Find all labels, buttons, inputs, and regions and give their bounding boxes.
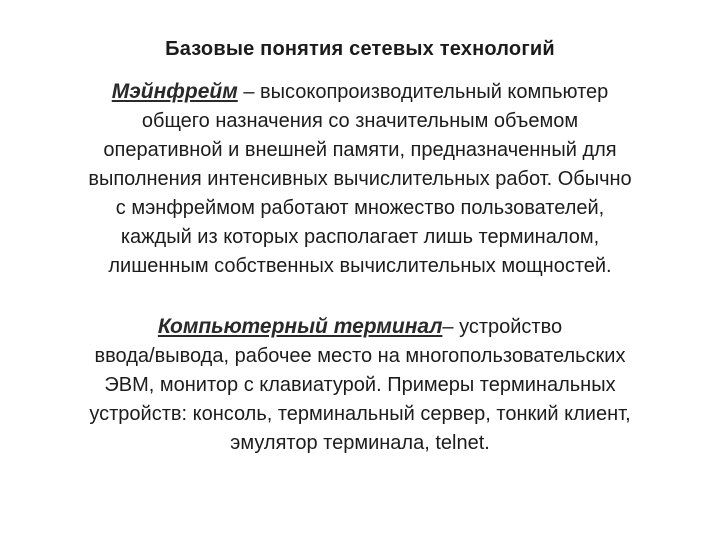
terminal-definition	[40, 312, 680, 458]
mainframe-first-line-rest: – высокопроизводительный компьютер	[237, 81, 609, 103]
terminal-term: Компьютерный терминал	[157, 315, 443, 338]
mainframe-line: выполнения интенсивных вычислительных работ. Обычно	[88, 168, 632, 190]
terminal-first-line	[40, 312, 680, 342]
mainframe-line: общего назначения со значительным объемом	[141, 110, 579, 132]
mainframe-definition	[40, 77, 680, 281]
mainframe-line: оперативной и внешней памяти, предназначенный для	[103, 139, 617, 161]
mainframe-term: Мэйнфрейм	[111, 80, 238, 103]
mainframe-line: лишенным собственных вычислительных мощностей.	[108, 255, 612, 277]
terminal-line: эмулятор терминала, telnet.	[230, 432, 490, 454]
terminal-line: ЭВМ, монитор с клавиатурой. Примеры терминальных	[104, 374, 616, 396]
mainframe-line: каждый из которых располагает лишь терминалом,	[120, 226, 600, 248]
terminal-line: ввода/вывода, рабочее место на многопользовательских	[94, 345, 626, 367]
terminal-line: устройств: консоль, терминальный сервер, тонкий клиент,	[89, 403, 631, 425]
mainframe-line: с мэнфреймом работают множество пользователей,	[115, 197, 605, 219]
terminal-first-line-rest: – устройство	[442, 316, 563, 338]
slide-title: Базовые понятия сетевых технологий	[165, 38, 555, 60]
mainframe-first-line	[40, 77, 680, 107]
